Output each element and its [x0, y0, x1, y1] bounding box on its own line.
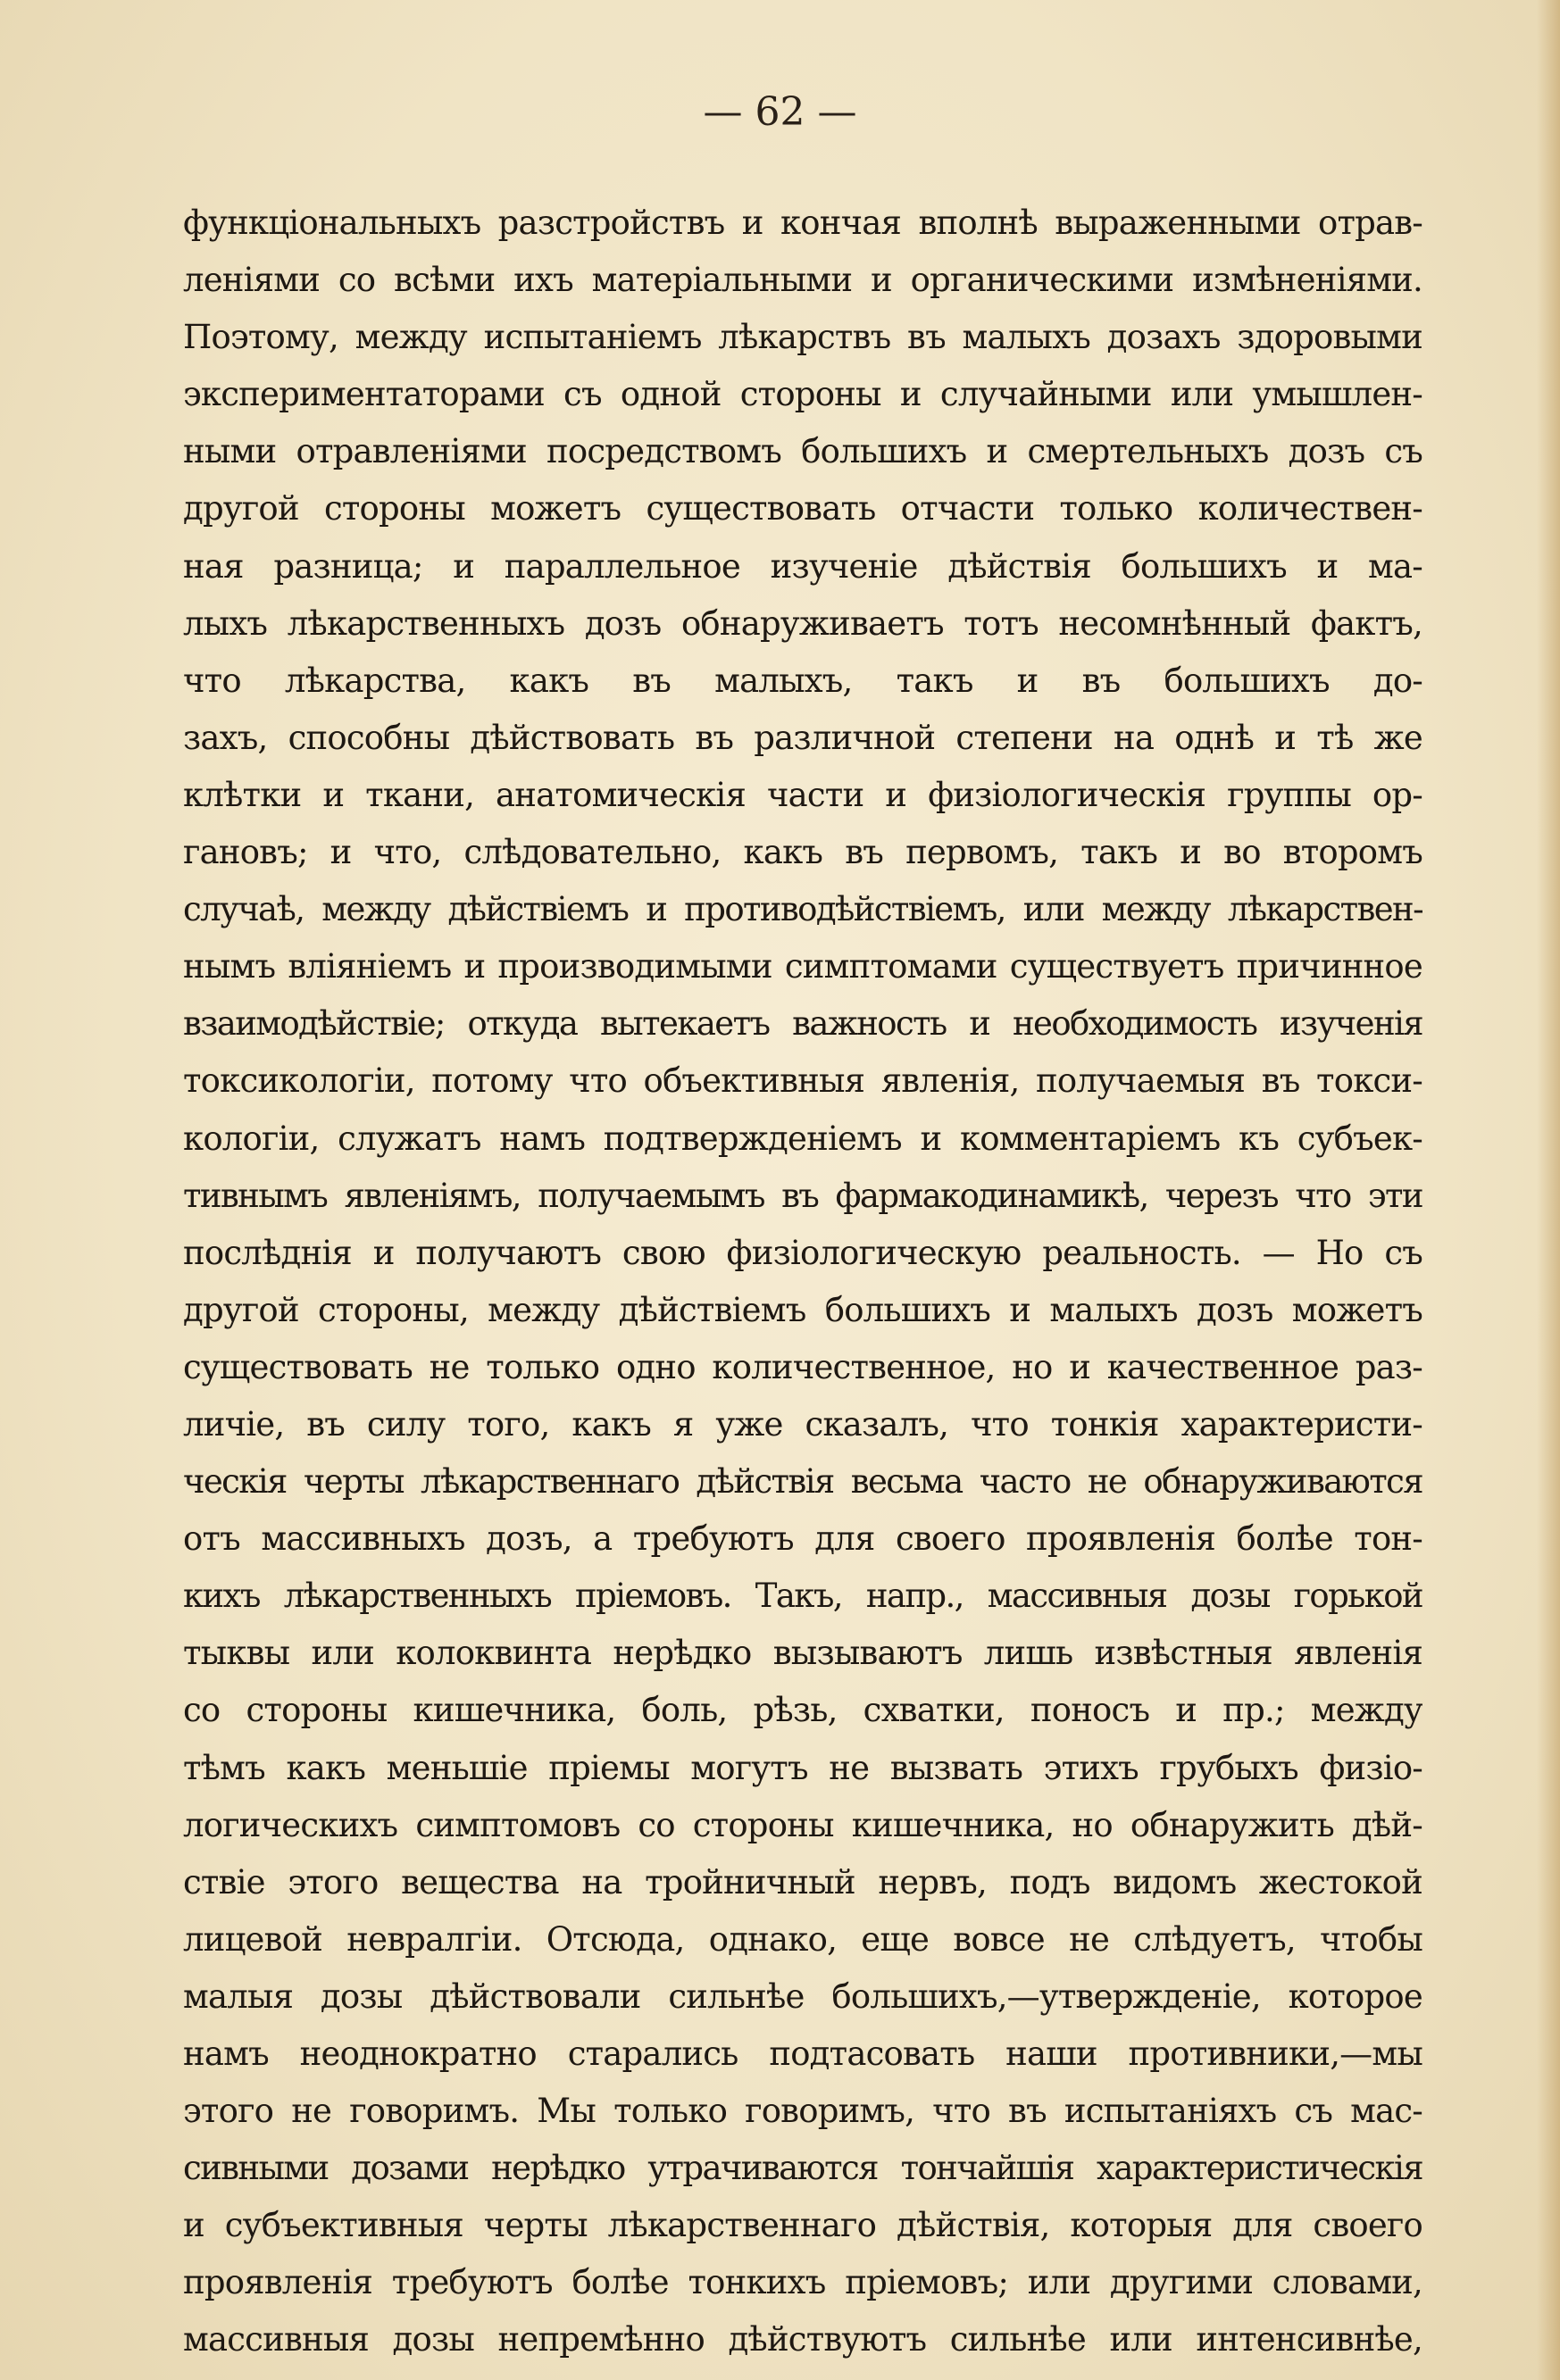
- page-number: — 62 —: [703, 89, 857, 135]
- text-line: другой стороны можетъ существовать отчасти только количествен-: [183, 489, 1422, 528]
- text-line: ная разница; и параллельное изученіе дѣйствія большихъ и ма-: [183, 546, 1422, 586]
- page-edge-shadow: [1537, 0, 1560, 2380]
- text-line: случаѣ, между дѣйствіемъ и противодѣйствіемъ, или между лѣкарствен-: [183, 890, 1422, 929]
- text-line: Поэтому, между испытаніемъ лѣкарствъ въ малыхъ дозахъ здоровыми: [183, 318, 1422, 357]
- body-text: [183, 195, 1422, 2369]
- text-line: этого не говоримъ. Мы только говоримъ, что въ испытаніяхъ съ мас-: [183, 2092, 1422, 2131]
- text-line: другой стороны, между дѣйствіемъ большихъ и малыхъ дозъ можетъ: [183, 1290, 1422, 1329]
- text-line: гановъ; и что, слѣдовательно, какъ въ первомъ, такъ и во второмъ: [183, 833, 1422, 872]
- text-line: кологіи, служатъ намъ подтвержденіемъ и комментаріемъ къ субъек-: [183, 1119, 1422, 1158]
- text-line: и субъективныя черты лѣкарственнаго дѣйствія, которыя для своего: [183, 2206, 1422, 2245]
- text-line: кихъ лѣкарственныхъ пріемовъ. Такъ, напр., массивныя дозы горькой: [183, 1577, 1422, 1616]
- text-line: функціональныхъ разстройствъ и кончая вполнѣ выраженными отрав-: [183, 204, 1422, 242]
- text-line: малыя дозы дѣйствовали сильнѣе большихъ,—утвержденіе, которое: [183, 1976, 1422, 2016]
- text-line: массивныя дозы непремѣнно дѣйствуютъ сильнѣе или интенсивнѣе,: [183, 2320, 1422, 2359]
- text-line: лицевой невралгіи. Отсюда, однако, еще вовсе не слѣдуетъ, чтобы: [183, 1919, 1422, 1959]
- text-line: тѣмъ какъ меньшіе пріемы могутъ не вызвать этихъ грубыхъ физіо-: [183, 1748, 1422, 1787]
- text-line: сивными дозами нерѣдко утрачиваются тончайшія характеристическія: [183, 2149, 1422, 2188]
- text-line: ческія черты лѣкарственнаго дѣйствія весьма часто не обнаруживаются: [183, 1462, 1422, 1502]
- text-line: экспериментаторами съ одной стороны и случайными или умышлен-: [183, 375, 1422, 414]
- text-line: взаимодѣйствіе; откуда вытекаетъ важность и необходимость изученія: [183, 1004, 1422, 1044]
- text-line: логическихъ симптомовъ со стороны кишечника, но обнаружить дѣй-: [183, 1805, 1422, 1844]
- text-line: нымъ вліяніемъ и производимыми симптомами существуетъ причинное: [183, 947, 1422, 986]
- text-line: леніями со всѣми ихъ матеріальными и органическими измѣненіями.: [183, 261, 1422, 300]
- text-line: со стороны кишечника, боль, рѣзь, схватки, поносъ и пр.; между: [183, 1691, 1422, 1730]
- text-line: что лѣкарства, какъ въ малыхъ, такъ и въ большихъ до-: [183, 661, 1422, 700]
- text-line: ствіе этого вещества на тройничный нервъ, подъ видомъ жестокой: [183, 1862, 1422, 1902]
- text-line: захъ, способны дѣйствовать въ различной степени на однѣ и тѣ же: [183, 718, 1422, 757]
- text-line: тыквы или колоквинта нерѣдко вызываютъ лишь извѣстныя явленія: [183, 1634, 1422, 1673]
- text-line: намъ неоднократно старались подтасовать наши противники,—мы: [183, 2035, 1422, 2073]
- text-line: существовать не только одно количественное, но и качественное раз-: [183, 1347, 1422, 1386]
- text-line: лыхъ лѣкарственныхъ дозъ обнаруживаетъ тотъ несомнѣнный фактъ,: [183, 603, 1422, 643]
- text-line: послѣднія и получаютъ свою физіологическую реальность. — Но съ: [183, 1233, 1422, 1272]
- text-line: тивнымъ явленіямъ, получаемымъ въ фармакодинамикѣ, черезъ что эти: [183, 1176, 1422, 1215]
- text-line: клѣтки и ткани, анатомическія части и физіологическія группы ор-: [183, 775, 1422, 814]
- text-line: ными отравленіями посредствомъ большихъ и смертельныхъ дозъ съ: [183, 432, 1422, 471]
- text-line: отъ массивныхъ дозъ, а требуютъ для своего проявленія болѣе тон-: [183, 1519, 1422, 1559]
- text-line: проявленія требуютъ болѣе тонкихъ пріемовъ; или другими словами,: [183, 2263, 1422, 2302]
- text-line: личіе, въ силу того, какъ я уже сказалъ, что тонкія характеристи-: [183, 1404, 1422, 1444]
- text-line: токсикологіи, потому что объективныя явленія, получаемыя въ токси-: [183, 1061, 1422, 1101]
